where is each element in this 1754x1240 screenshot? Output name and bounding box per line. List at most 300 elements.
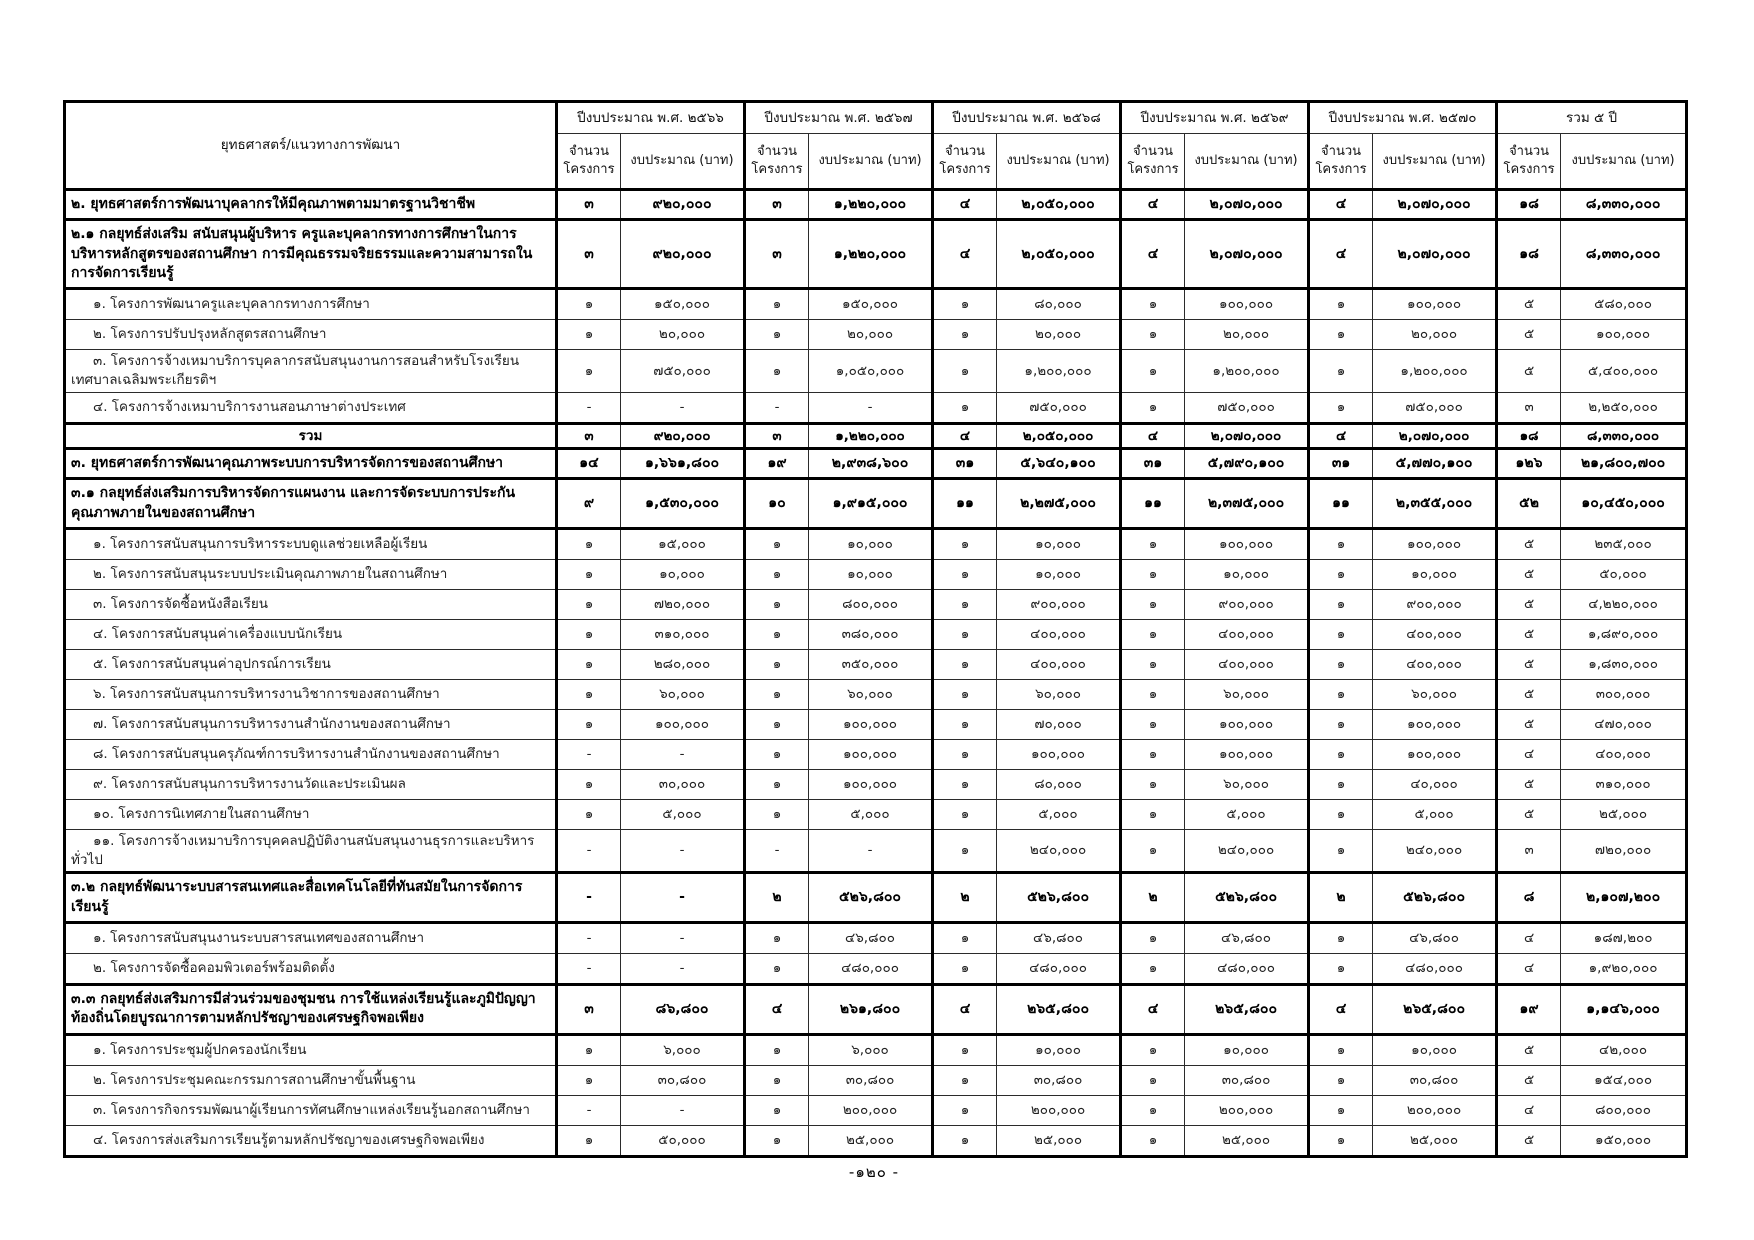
project-count-cell: ๔ xyxy=(1309,984,1373,1034)
project-count-cell: ๑ xyxy=(1309,1125,1373,1156)
budget-cell: ๘,๓๓๐,๐๐๐ xyxy=(1561,220,1687,289)
table-row xyxy=(65,922,1687,953)
column-header-strategy: ยุทธศาสตร์/แนวทางการพัฒนา xyxy=(65,102,557,190)
row-label-cell: ๒.๑ กลยุทธ์ส่งเสริม สนับสนุนผู้บริหาร ครูและบุคลากรทางการศึกษาในการบริหารหลักสูตรของสถานศึกษา การมีคุณธรรมจริยธรรมและความสามารถในการจัดการเรียนรู้ xyxy=(65,220,557,289)
budget-cell: ๒๖๕,๘๐๐ xyxy=(1185,984,1309,1034)
project-count-cell: ๑ xyxy=(557,800,621,830)
project-count-cell: ๑๘ xyxy=(1497,220,1561,289)
project-count-cell: ๑ xyxy=(1309,1095,1373,1125)
budget-cell: ๑๐,๐๐๐ xyxy=(1185,560,1309,590)
project-count-cell: ๑ xyxy=(745,650,809,680)
budget-cell: ๒,๓๗๕,๐๐๐ xyxy=(1185,479,1309,529)
budget-cell: ๖,๐๐๐ xyxy=(809,1034,933,1065)
project-count-cell: ๑ xyxy=(1309,710,1373,740)
budget-cell: ๒๔๐,๐๐๐ xyxy=(1373,830,1497,873)
project-count-cell: ๑๐ xyxy=(745,479,809,529)
budget-table xyxy=(63,100,1688,1158)
budget-cell: ๒๘๐,๐๐๐ xyxy=(621,650,745,680)
budget-cell: ๑๕๐,๐๐๐ xyxy=(809,289,933,320)
project-count-cell: ๑๒๖ xyxy=(1497,449,1561,479)
project-count-cell: ๑ xyxy=(557,289,621,320)
project-count-cell: ๑ xyxy=(557,529,621,560)
budget-cell: ๑,๙๒๐,๐๐๐ xyxy=(1561,953,1687,984)
budget-cell: ๒,๐๗๐,๐๐๐ xyxy=(1373,220,1497,289)
budget-cell: ๒,๐๗๐,๐๐๐ xyxy=(1185,220,1309,289)
page-number: -๑๒๐ - xyxy=(848,1163,900,1181)
budget-cell: ๒,๐๗๐,๐๐๐ xyxy=(1185,423,1309,449)
budget-cell: ๙๒๐,๐๐๐ xyxy=(621,220,745,289)
project-count-cell: ๔ xyxy=(1497,922,1561,953)
subheader-project-count xyxy=(933,134,997,190)
budget-cell: ๒,๐๕๐,๐๐๐ xyxy=(997,220,1121,289)
budget-cell: ๓๐,๘๐๐ xyxy=(1373,1065,1497,1095)
subheader-project-count-line1: จำนวน xyxy=(569,144,609,160)
budget-cell: ๔๖,๘๐๐ xyxy=(809,922,933,953)
project-count-cell: ๑ xyxy=(557,1034,621,1065)
table-row xyxy=(65,423,1687,449)
project-count-cell: ๑ xyxy=(1309,680,1373,710)
project-count-cell: ๑ xyxy=(557,560,621,590)
project-count-cell: ๑ xyxy=(1121,1065,1185,1095)
row-label-cell: ๓.๒ กลยุทธ์พัฒนาระบบสารสนเทศและสื่อเทคโนโลยีที่ทันสมัยในการจัดการเรียนรู้ xyxy=(65,873,557,923)
subheader-project-count-line2: โครงการ xyxy=(751,162,803,177)
budget-cell: ๘๖,๘๐๐ xyxy=(621,984,745,1034)
table-row xyxy=(65,1034,1687,1065)
budget-cell: ๑๐,๐๐๐ xyxy=(997,529,1121,560)
budget-cell: - xyxy=(621,830,745,873)
budget-cell: ๕,๐๐๐ xyxy=(997,800,1121,830)
project-count-cell: ๑ xyxy=(745,710,809,740)
table-row xyxy=(65,620,1687,650)
row-label-cell: ๒. โครงการจัดซื้อคอมพิวเตอร์พร้อมติดตั้ง xyxy=(65,953,557,984)
budget-cell: ๕,๗๗๐,๑๐๐ xyxy=(1373,449,1497,479)
project-count-cell: ๑ xyxy=(933,953,997,984)
project-count-cell: ๕ xyxy=(1497,680,1561,710)
project-count-cell: ๑ xyxy=(745,1065,809,1095)
subheader-project-count xyxy=(745,134,809,190)
budget-cell: ๒๐,๐๐๐ xyxy=(1185,320,1309,350)
table-row xyxy=(65,529,1687,560)
project-count-cell: ๑ xyxy=(933,830,997,873)
table-row xyxy=(65,830,1687,873)
budget-cell: ๑๕๔,๐๐๐ xyxy=(1561,1065,1687,1095)
table-row xyxy=(65,800,1687,830)
project-count-cell: ๑ xyxy=(933,529,997,560)
project-count-cell: ๑ xyxy=(1121,800,1185,830)
budget-cell: ๗๕๐,๐๐๐ xyxy=(621,350,745,392)
budget-cell: - xyxy=(621,740,745,770)
project-count-cell: ๔ xyxy=(1121,220,1185,289)
budget-cell: ๒๖๑,๘๐๐ xyxy=(809,984,933,1034)
row-label-cell: ๑. โครงการพัฒนาครูและบุคลากรทางการศึกษา xyxy=(65,289,557,320)
table-row xyxy=(65,1095,1687,1125)
project-count-cell: ๑๙ xyxy=(745,449,809,479)
table-body xyxy=(65,190,1687,1157)
budget-cell: ๔,๒๒๐,๐๐๐ xyxy=(1561,590,1687,620)
subheader-budget: งบประมาณ (บาท) xyxy=(997,134,1121,190)
project-count-cell: ๑ xyxy=(1121,1095,1185,1125)
project-count-cell: ๑๙ xyxy=(1497,984,1561,1034)
budget-cell: ๒๐๐,๐๐๐ xyxy=(1185,1095,1309,1125)
budget-cell: ๕๐,๐๐๐ xyxy=(621,1125,745,1156)
budget-cell: ๒๐๐,๐๐๐ xyxy=(1373,1095,1497,1125)
row-label-cell: ๑๐. โครงการนิเทศภายในสถานศึกษา xyxy=(65,800,557,830)
project-count-cell: ๑ xyxy=(1121,922,1185,953)
project-count-cell: ๑ xyxy=(745,1095,809,1125)
project-count-cell: ๑ xyxy=(1121,560,1185,590)
budget-cell: ๓๐,๘๐๐ xyxy=(809,1065,933,1095)
table-row xyxy=(65,740,1687,770)
row-label-cell: ๑. โครงการประชุมผู้ปกครองนักเรียน xyxy=(65,1034,557,1065)
subheader-project-count-line1: จำนวน xyxy=(757,144,798,160)
budget-cell: ๑๐,๐๐๐ xyxy=(809,560,933,590)
budget-cell: ๒,๒๕๐,๐๐๐ xyxy=(1561,392,1687,423)
project-count-cell: ๒ xyxy=(1309,873,1373,923)
budget-cell: ๗๐,๐๐๐ xyxy=(997,710,1121,740)
budget-cell: ๔๐๐,๐๐๐ xyxy=(1561,740,1687,770)
project-count-cell: ๑ xyxy=(1309,770,1373,800)
table-row xyxy=(65,984,1687,1034)
budget-cell: ๑๕๐,๐๐๐ xyxy=(1561,1125,1687,1156)
subheader-project-count xyxy=(557,134,621,190)
budget-cell: ๑๐๐,๐๐๐ xyxy=(809,740,933,770)
project-count-cell: ๑ xyxy=(1309,953,1373,984)
project-count-cell: ๑ xyxy=(1309,830,1373,873)
project-count-cell: ๔ xyxy=(1497,740,1561,770)
project-count-cell: ๔ xyxy=(933,423,997,449)
table-row xyxy=(65,560,1687,590)
budget-cell: ๑๕๐,๐๐๐ xyxy=(621,289,745,320)
budget-cell: ๕,๐๐๐ xyxy=(809,800,933,830)
budget-cell: ๙๐๐,๐๐๐ xyxy=(997,590,1121,620)
table-row xyxy=(65,770,1687,800)
row-label-cell: ๓. โครงการจัดซื้อหนังสือเรียน xyxy=(65,590,557,620)
table-row xyxy=(65,650,1687,680)
project-count-cell: ๕ xyxy=(1497,560,1561,590)
project-count-cell: ๓ xyxy=(557,190,621,220)
project-count-cell: ๕ xyxy=(1497,1034,1561,1065)
budget-cell: ๑๐,๐๐๐ xyxy=(997,560,1121,590)
project-count-cell: ๕ xyxy=(1497,650,1561,680)
project-count-cell: ๑ xyxy=(745,770,809,800)
budget-cell: ๒๕,๐๐๐ xyxy=(1185,1125,1309,1156)
subheader-project-count-line2: โครงการ xyxy=(563,162,615,177)
project-count-cell: ๕ xyxy=(1497,620,1561,650)
project-count-cell: ๑ xyxy=(1121,590,1185,620)
budget-cell: ๖๐,๐๐๐ xyxy=(621,680,745,710)
row-label-cell: รวม xyxy=(65,423,557,449)
budget-cell: ๘๐๐,๐๐๐ xyxy=(1561,1095,1687,1125)
budget-cell: ๕,๔๐๐,๐๐๐ xyxy=(1561,350,1687,392)
budget-cell: ๓๑๐,๐๐๐ xyxy=(1561,770,1687,800)
project-count-cell: ๓๑ xyxy=(1121,449,1185,479)
project-count-cell: ๓๑ xyxy=(933,449,997,479)
row-label-cell: ๓. โครงการกิจกรรมพัฒนาผู้เรียนการทัศนศึกษาแหล่งเรียนรู้นอกสถานศึกษา xyxy=(65,1095,557,1125)
project-count-cell: - xyxy=(745,392,809,423)
project-count-cell: ๓ xyxy=(745,190,809,220)
budget-cell: ๒,๙๓๘,๖๐๐ xyxy=(809,449,933,479)
project-count-cell: ๑ xyxy=(933,710,997,740)
table-row xyxy=(65,953,1687,984)
project-count-cell: ๑ xyxy=(745,1034,809,1065)
budget-cell: ๒๖๕,๘๐๐ xyxy=(997,984,1121,1034)
project-count-cell: ๕ xyxy=(1497,710,1561,740)
row-label-cell: ๑. โครงการสนับสนุนการบริหารระบบดูแลช่วยเหลือผู้เรียน xyxy=(65,529,557,560)
budget-cell: ๕,๗๙๐,๑๐๐ xyxy=(1185,449,1309,479)
budget-cell: ๕๒๖,๘๐๐ xyxy=(1373,873,1497,923)
budget-cell: ๔๖,๘๐๐ xyxy=(1185,922,1309,953)
budget-cell: ๑๐,๐๐๐ xyxy=(1185,1034,1309,1065)
project-count-cell: ๑ xyxy=(1121,620,1185,650)
project-count-cell: ๑ xyxy=(557,650,621,680)
project-count-cell: ๑ xyxy=(933,320,997,350)
project-count-cell: ๑ xyxy=(933,590,997,620)
budget-cell: ๔๘๐,๐๐๐ xyxy=(997,953,1121,984)
project-count-cell: ๕ xyxy=(1497,289,1561,320)
budget-cell: ๒,๐๗๐,๐๐๐ xyxy=(1373,190,1497,220)
budget-cell: ๕๐,๐๐๐ xyxy=(1561,560,1687,590)
project-count-cell: ๒ xyxy=(933,873,997,923)
project-count-cell: ๕ xyxy=(1497,1125,1561,1156)
budget-cell: ๖๐,๐๐๐ xyxy=(997,680,1121,710)
budget-cell: ๔๐๐,๐๐๐ xyxy=(1373,650,1497,680)
budget-cell: ๒๐,๐๐๐ xyxy=(997,320,1121,350)
budget-cell: ๒,๐๗๐,๐๐๐ xyxy=(1185,190,1309,220)
budget-cell: ๘๐๐,๐๐๐ xyxy=(809,590,933,620)
budget-cell: ๖๐,๐๐๐ xyxy=(1373,680,1497,710)
project-count-cell: - xyxy=(557,740,621,770)
budget-cell: ๓๐,๘๐๐ xyxy=(997,1065,1121,1095)
project-count-cell: ๑ xyxy=(557,350,621,392)
budget-cell: ๑๐,๔๕๐,๐๐๐ xyxy=(1561,479,1687,529)
row-label-cell: ๒. ยุทธศาสตร์การพัฒนาบุคลากรให้มีคุณภาพตามมาตรฐานวิชาชีพ xyxy=(65,190,557,220)
budget-cell: ๙๒๐,๐๐๐ xyxy=(621,423,745,449)
budget-cell: ๔๗๐,๐๐๐ xyxy=(1561,710,1687,740)
budget-cell: ๒๕,๐๐๐ xyxy=(809,1125,933,1156)
budget-cell: ๑,๒๒๐,๐๐๐ xyxy=(809,190,933,220)
project-count-cell: ๑ xyxy=(1309,560,1373,590)
project-count-cell: ๔ xyxy=(1309,220,1373,289)
subheader-project-count-line1: จำนวน xyxy=(1509,144,1550,160)
project-count-cell: ๑ xyxy=(557,620,621,650)
budget-cell: ๑๐๐,๐๐๐ xyxy=(1185,529,1309,560)
budget-cell: ๗๕๐,๐๐๐ xyxy=(1185,392,1309,423)
project-count-cell: ๘ xyxy=(1497,873,1561,923)
budget-cell: ๑,๒๒๐,๐๐๐ xyxy=(809,423,933,449)
project-count-cell: ๑ xyxy=(745,680,809,710)
project-count-cell: ๔ xyxy=(1121,190,1185,220)
project-count-cell: ๔ xyxy=(1121,984,1185,1034)
row-label-cell: ๒. โครงการสนับสนุนระบบประเมินคุณภาพภายในสถานศึกษา xyxy=(65,560,557,590)
budget-cell: ๗๕๐,๐๐๐ xyxy=(1373,392,1497,423)
budget-cell: ๒๕,๐๐๐ xyxy=(997,1125,1121,1156)
project-count-cell: ๕ xyxy=(1497,350,1561,392)
budget-cell: ๑๐,๐๐๐ xyxy=(1373,560,1497,590)
project-count-cell: ๑ xyxy=(745,620,809,650)
budget-cell: ๘,๓๓๐,๐๐๐ xyxy=(1561,190,1687,220)
budget-cell: ๘๐,๐๐๐ xyxy=(997,289,1121,320)
year-group-header: ปีงบประมาณ พ.ศ. ๒๕๖๖ xyxy=(557,102,745,134)
project-count-cell: ๑๑ xyxy=(933,479,997,529)
budget-cell: ๘,๓๓๐,๐๐๐ xyxy=(1561,423,1687,449)
project-count-cell: - xyxy=(557,1095,621,1125)
budget-cell: ๕,๖๔๐,๑๐๐ xyxy=(997,449,1121,479)
row-label-cell: ๔. โครงการสนับสนุนค่าเครื่องแบบนักเรียน xyxy=(65,620,557,650)
row-label-cell: ๓.๓ กลยุทธ์ส่งเสริมการมีส่วนร่วมของชุมชน การใช้แหล่งเรียนรู้และภูมิปัญญาท้องถิ่นโดยบูรณาการตามหลักปรัชญาของเศรษฐกิจพอเพียง xyxy=(65,984,557,1034)
budget-cell: ๓๑๐,๐๐๐ xyxy=(621,620,745,650)
project-count-cell: ๔ xyxy=(933,220,997,289)
project-count-cell: ๑ xyxy=(1121,830,1185,873)
project-count-cell: ๑ xyxy=(1121,710,1185,740)
project-count-cell: ๒ xyxy=(745,873,809,923)
project-count-cell: ๑ xyxy=(1121,1034,1185,1065)
budget-cell: ๗๕๐,๐๐๐ xyxy=(997,392,1121,423)
project-count-cell: - xyxy=(745,830,809,873)
table-header xyxy=(65,102,1687,190)
budget-cell: ๑๐๐,๐๐๐ xyxy=(809,770,933,800)
row-label-cell: ๑. โครงการสนับสนุนงานระบบสารสนเทศของสถานศึกษา xyxy=(65,922,557,953)
project-count-cell: ๕ xyxy=(1497,800,1561,830)
budget-cell: ๒๐,๐๐๐ xyxy=(1373,320,1497,350)
row-label-cell: ๔. โครงการส่งเสริมการเรียนรู้ตามหลักปรัชญาของเศรษฐกิจพอเพียง xyxy=(65,1125,557,1156)
budget-cell: ๔๐๐,๐๐๐ xyxy=(997,620,1121,650)
project-count-cell: ๑ xyxy=(1309,650,1373,680)
subheader-project-count-line1: จำนวน xyxy=(945,144,986,160)
project-count-cell: ๑ xyxy=(557,320,621,350)
table-row xyxy=(65,479,1687,529)
budget-cell: ๒๑,๘๐๐,๗๐๐ xyxy=(1561,449,1687,479)
budget-cell: ๒๐,๐๐๐ xyxy=(621,320,745,350)
row-label-cell: ๔. โครงการจ้างเหมาบริการงานสอนภาษาต่างประเทศ xyxy=(65,392,557,423)
budget-cell: ๖,๐๐๐ xyxy=(621,1034,745,1065)
budget-cell: ๑๐๐,๐๐๐ xyxy=(997,740,1121,770)
budget-cell: ๓๐๐,๐๐๐ xyxy=(1561,680,1687,710)
table-row xyxy=(65,1125,1687,1156)
project-count-cell: ๔ xyxy=(1309,190,1373,220)
budget-cell: ๒,๐๕๐,๐๐๐ xyxy=(997,423,1121,449)
project-count-cell: ๑ xyxy=(1309,922,1373,953)
project-count-cell: ๑๘ xyxy=(1497,190,1561,220)
budget-cell: ๑๘๗,๒๐๐ xyxy=(1561,922,1687,953)
project-count-cell: ๑ xyxy=(933,289,997,320)
project-count-cell: ๔ xyxy=(1497,953,1561,984)
project-count-cell: ๑ xyxy=(1121,650,1185,680)
project-count-cell: ๑ xyxy=(745,320,809,350)
subheader-project-count-line2: โครงการ xyxy=(1127,162,1179,177)
budget-cell: ๔๖,๘๐๐ xyxy=(1373,922,1497,953)
project-count-cell: ๔ xyxy=(933,190,997,220)
budget-cell: - xyxy=(621,1095,745,1125)
budget-cell: ๓๐,๘๐๐ xyxy=(1185,1065,1309,1095)
project-count-cell: ๑ xyxy=(1309,620,1373,650)
project-count-cell: ๕ xyxy=(1497,320,1561,350)
table-row xyxy=(65,190,1687,220)
project-count-cell: ๑ xyxy=(1121,770,1185,800)
project-count-cell: ๓ xyxy=(1497,392,1561,423)
budget-cell: ๑๕,๐๐๐ xyxy=(621,529,745,560)
row-label-cell: ๘. โครงการสนับสนุนครุภัณฑ์การบริหารงานสำนักงานของสถานศึกษา xyxy=(65,740,557,770)
budget-cell: ๒๐,๐๐๐ xyxy=(809,320,933,350)
subheader-budget: งบประมาณ (บาท) xyxy=(809,134,933,190)
budget-cell: ๒,๓๕๕,๐๐๐ xyxy=(1373,479,1497,529)
budget-cell: ๒๐๐,๐๐๐ xyxy=(997,1095,1121,1125)
budget-cell: ๑๐๐,๐๐๐ xyxy=(1373,289,1497,320)
table-row xyxy=(65,590,1687,620)
budget-cell: ๔๘๐,๐๐๐ xyxy=(1185,953,1309,984)
budget-cell: ๓๘๐,๐๐๐ xyxy=(809,620,933,650)
table-row xyxy=(65,220,1687,289)
project-count-cell: ๕๒ xyxy=(1497,479,1561,529)
project-count-cell: ๑ xyxy=(745,350,809,392)
project-count-cell: ๑ xyxy=(1121,392,1185,423)
subheader-project-count xyxy=(1497,134,1561,190)
budget-cell: ๒๔๐,๐๐๐ xyxy=(997,830,1121,873)
project-count-cell: ๓ xyxy=(1497,830,1561,873)
budget-cell: ๔๘๐,๐๐๐ xyxy=(809,953,933,984)
project-count-cell: ๓ xyxy=(745,423,809,449)
budget-cell: ๑,๘๙๐,๐๐๐ xyxy=(1561,620,1687,650)
subheader-project-count xyxy=(1309,134,1373,190)
project-count-cell: ๑ xyxy=(1309,350,1373,392)
project-count-cell: ๑ xyxy=(557,770,621,800)
table-row xyxy=(65,289,1687,320)
year-group-header: ปีงบประมาณ พ.ศ. ๒๕๖๘ xyxy=(933,102,1121,134)
project-count-cell: ๑ xyxy=(933,1065,997,1095)
project-count-cell: ๑ xyxy=(557,1125,621,1156)
budget-cell: ๒๕,๐๐๐ xyxy=(1561,800,1687,830)
budget-cell: ๑๐,๐๐๐ xyxy=(1373,1034,1497,1065)
subheader-project-count xyxy=(1121,134,1185,190)
project-count-cell: ๔ xyxy=(1121,423,1185,449)
budget-cell: ๑๐๐,๐๐๐ xyxy=(809,710,933,740)
budget-cell: ๔๐๐,๐๐๐ xyxy=(997,650,1121,680)
project-count-cell: ๕ xyxy=(1497,590,1561,620)
budget-cell: - xyxy=(809,392,933,423)
project-count-cell: ๑ xyxy=(933,1095,997,1125)
budget-cell: ๒๖๕,๘๐๐ xyxy=(1373,984,1497,1034)
project-count-cell: ๑๑ xyxy=(1121,479,1185,529)
subheader-project-count-line1: จำนวน xyxy=(1321,144,1362,160)
project-count-cell: ๑ xyxy=(933,800,997,830)
row-label-cell: ๑๑. โครงการจ้างเหมาบริการบุคคลปฏิบัติงานสนับสนุนงานธุรการและบริหารทั่วไป xyxy=(65,830,557,873)
project-count-cell: ๑ xyxy=(745,740,809,770)
budget-cell: ๑๐๐,๐๐๐ xyxy=(1561,320,1687,350)
budget-cell: ๒,๐๗๐,๐๐๐ xyxy=(1373,423,1497,449)
budget-cell: ๒๔๐,๐๐๐ xyxy=(1185,830,1309,873)
project-count-cell: - xyxy=(557,392,621,423)
project-count-cell: ๑ xyxy=(1309,1034,1373,1065)
project-count-cell: ๑ xyxy=(1121,529,1185,560)
budget-cell: ๑๐,๐๐๐ xyxy=(621,560,745,590)
budget-cell: ๔๒,๐๐๐ xyxy=(1561,1034,1687,1065)
row-label-cell: ๒. โครงการประชุมคณะกรรมการสถานศึกษาขั้นพื้นฐาน xyxy=(65,1065,557,1095)
project-count-cell: ๑ xyxy=(933,740,997,770)
subheader-budget: งบประมาณ (บาท) xyxy=(621,134,745,190)
project-count-cell: ๓ xyxy=(557,220,621,289)
project-count-cell: ๑ xyxy=(557,680,621,710)
budget-cell: - xyxy=(621,953,745,984)
project-count-cell: ๑๘ xyxy=(1497,423,1561,449)
budget-cell: - xyxy=(621,873,745,923)
project-count-cell: ๑ xyxy=(1309,1065,1373,1095)
row-label-cell: ๕. โครงการสนับสนุนค่าอุปกรณ์การเรียน xyxy=(65,650,557,680)
project-count-cell: ๔ xyxy=(1309,423,1373,449)
project-count-cell: ๑ xyxy=(933,1125,997,1156)
project-count-cell: ๕ xyxy=(1497,529,1561,560)
budget-cell: ๑๐๐,๐๐๐ xyxy=(1373,740,1497,770)
budget-cell: ๑๐๐,๐๐๐ xyxy=(1185,710,1309,740)
budget-cell: ๒๐๐,๐๐๐ xyxy=(809,1095,933,1125)
